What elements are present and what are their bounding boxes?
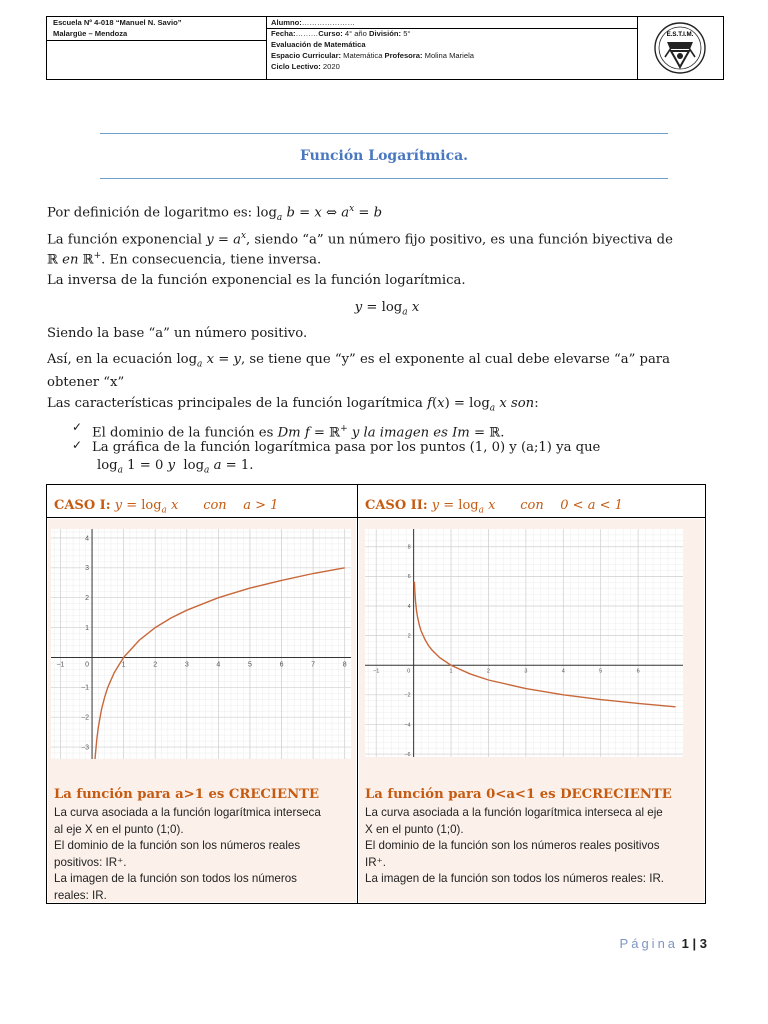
- page-total: 3: [699, 936, 707, 951]
- page-title: Función Logarítmica.: [299, 148, 469, 164]
- title-rule-top: [100, 133, 668, 134]
- inverse-paragraph: La inversa de la función exponencial es la función logarítmica.: [47, 273, 466, 288]
- x-tick-label: 1: [449, 668, 453, 675]
- school-logo-icon: [643, 21, 717, 75]
- x-tick-label: −1: [373, 668, 380, 675]
- check-icon: ✓: [72, 420, 83, 434]
- x-tick-label: 2: [486, 668, 490, 675]
- base-paragraph: Siendo la base “a” un número positivo.: [47, 326, 308, 341]
- cases-table: [46, 484, 706, 904]
- page-footer: Página 1 | 3: [619, 936, 707, 951]
- exponential-paragraph: La función exponencial $y = a^x$, siendo “a” un número fijo positivo, es una función biyectiva de ℝ en ℝ+. En consecuencia, tiene inversa.: [47, 231, 673, 268]
- log-equation: $y = \log_a x$: [354, 300, 420, 318]
- case2-graph: [365, 529, 683, 757]
- x-tick-label: 4: [216, 661, 221, 669]
- case1-heading: CASO I: $y = \log_a x$ con a > 1: [54, 498, 279, 516]
- x-tick-label: 5: [247, 661, 252, 669]
- x-tick-label: 3: [184, 661, 189, 669]
- alumno-row: Alumno:…………………: [271, 18, 355, 27]
- case1-description: La curva asociada a la función logarítmica interseca al eje X en el punto (1;0). El dominio de la función son los números reales positivos: IR⁺. La imagen de la función son todos los números reales: IR.: [54, 806, 321, 902]
- y-tick-label: 2: [85, 595, 90, 603]
- y-tick-label: −2: [81, 714, 90, 722]
- characteristics-paragraph: Las características principales de la función logarítmica $f(x) = \log_a x$ son:: [47, 396, 539, 414]
- page-number: 1: [681, 936, 689, 951]
- x-tick-label: 1: [121, 661, 126, 669]
- x-tick-label: −1: [56, 661, 65, 669]
- y-tick-label: 3: [85, 565, 90, 573]
- y-tick-label: 8: [407, 544, 411, 551]
- x-tick-label: 4: [561, 668, 565, 675]
- x-tick-label: 6: [636, 668, 640, 675]
- y-tick-label: 1: [85, 624, 90, 632]
- school-cell: [47, 17, 267, 79]
- exam-info-cell: [267, 17, 638, 79]
- bullet-points: La gráfica de la función logarítmica pasa por los puntos (1, 0) y (a;1) ya que: [92, 440, 601, 455]
- x-tick-label: 8: [342, 661, 347, 669]
- x-tick-label: 2: [153, 661, 158, 669]
- y-tick-label: 6: [407, 574, 411, 581]
- y-tick-label: −4: [404, 722, 411, 729]
- grid-minor: [365, 529, 683, 757]
- case2-heading: CASO II: $y = \log_a x$ con 0 < a < 1: [365, 498, 623, 516]
- x-tick-label: 6: [279, 661, 284, 669]
- espacio-row: Espacio Curricular: Matemática Profesora: Molina Mariela: [271, 51, 475, 60]
- case1-graph: [51, 529, 351, 759]
- x-tick-label: 7: [311, 661, 316, 669]
- grid-major: [51, 529, 351, 759]
- ciclo-row: Ciclo Lectivo: 2020: [271, 62, 340, 71]
- title-rule-bottom: [100, 178, 668, 179]
- y-tick-label: 4: [85, 535, 90, 543]
- fecha-row: Fecha:………Curso: 4° año División: 5°: [271, 29, 411, 38]
- grid-major: [365, 529, 683, 757]
- y-tick-label: 4: [407, 603, 411, 610]
- exponent-paragraph: Así, en la ecuación $\log_a x = y$, se tiene que “y” es el exponente al cual debe elevarse “a” para obtener “x”: [47, 352, 670, 390]
- grid-minor: [51, 529, 351, 759]
- document-header: [46, 16, 724, 80]
- check-icon: ✓: [72, 438, 83, 452]
- x-tick-label: 0: [85, 661, 90, 669]
- x-tick-label: 3: [524, 668, 528, 675]
- log-curve: [414, 582, 675, 707]
- bullet-points-formula: $\log_a 1 = 0$ y $\log_a a = 1$.: [97, 458, 254, 476]
- y-tick-label: −3: [81, 744, 90, 752]
- y-tick-label: 2: [407, 633, 411, 640]
- school-city: Malargüe – Mendoza: [53, 29, 128, 38]
- case1-result: La función para a>1 es CRECIENTE: [54, 787, 320, 802]
- case2-result: La función para 0<a<1 es DECRECIENTE: [365, 787, 672, 802]
- evaluacion-row: Evaluación de Matemática: [271, 40, 366, 49]
- y-tick-label: −6: [404, 751, 411, 757]
- bullet-domain: El dominio de la función es Dm f = ℝ+ y la imagen es Im = ℝ.: [92, 424, 505, 441]
- school-name: Escuela Nº 4-018 “Manuel N. Savio”: [53, 18, 182, 27]
- logo-text: E.S.T.I.M.: [666, 31, 694, 38]
- y-tick-label: −1: [81, 684, 90, 692]
- case2-description: La curva asociada a la función logarítmica interseca al eje X en el punto (1;0). El dominio de la función son los números reales positivos IR⁺. La imagen de la función son todos los números reales: IR.: [365, 806, 665, 885]
- definition-paragraph: Por definición de logaritmo es: $\log_a b = x$ ⇔ $a^x = b$: [47, 204, 383, 224]
- page-word: Página: [619, 936, 679, 951]
- y-tick-label: −2: [404, 692, 411, 699]
- x-tick-label: 5: [599, 668, 603, 675]
- x-tick-label: 0: [407, 668, 411, 675]
